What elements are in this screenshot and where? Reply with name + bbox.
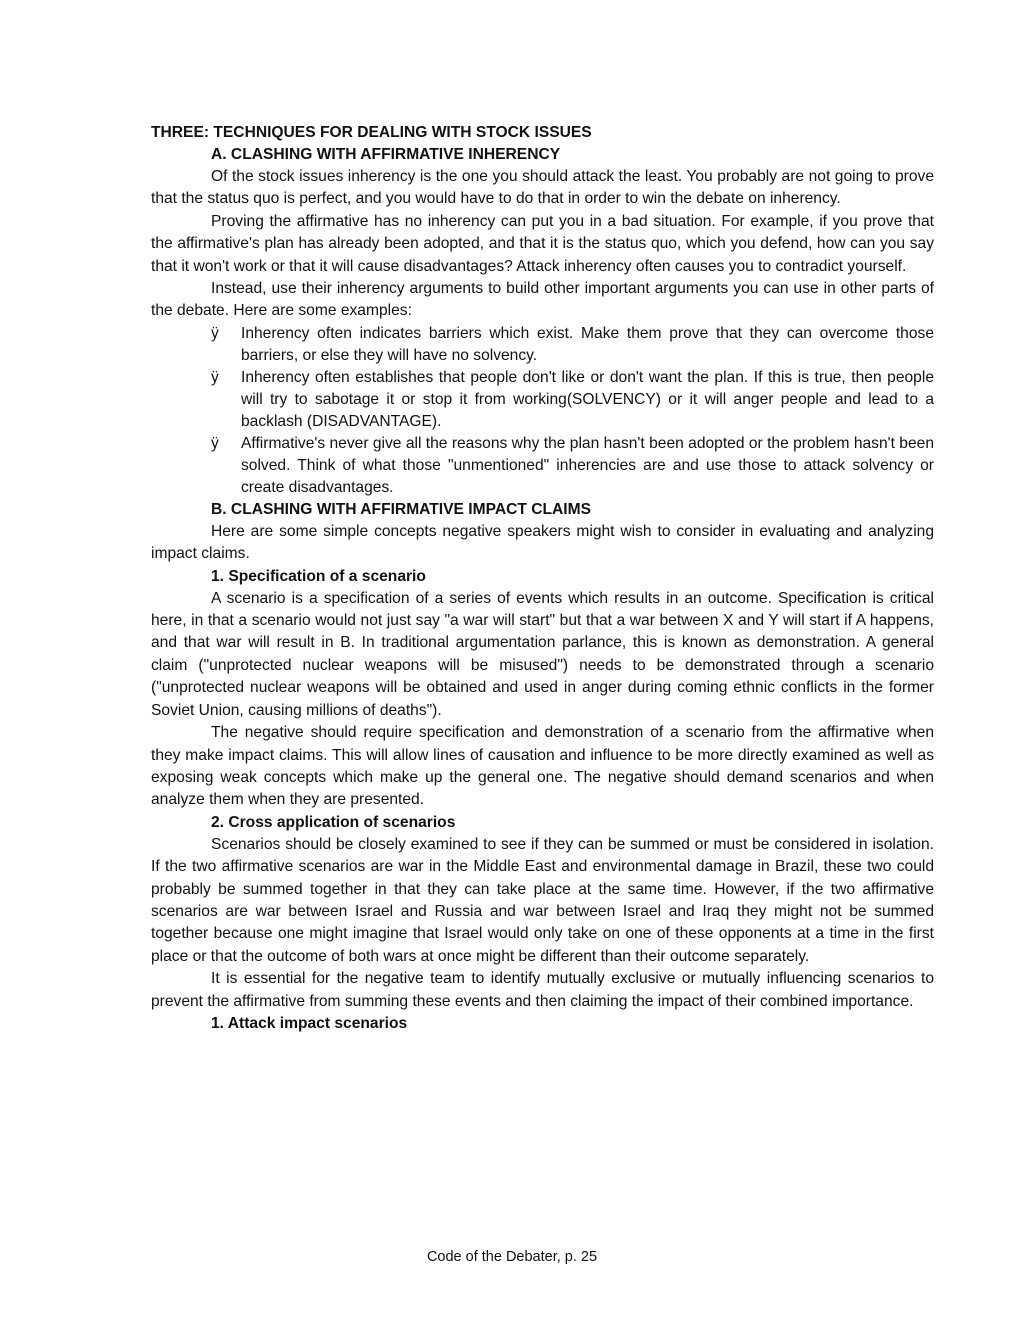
chapter-title: THREE: TECHNIQUES FOR DEALING WITH STOCK ISSUES <box>151 124 592 141</box>
subsection-2-paragraph-1: Scenarios should be closely examined to see if they can be summed or must be considered in isolation. If the two affirmative scenarios are war in the Middle East and environmental damage in Brazil, these two could probably be summed together in that they can take place at the same time. However, if the two affirmative scenarios are war between Israel and Russia and war between Israel and Iraq they might not be summed together because one might imagine that Israel would only take on one of these opponents at a time in the first place or that the outcome of both wars at once might be different than their outcome separately. <box>151 835 934 965</box>
subsection-1-heading: 1. Specification of a scenario <box>211 567 426 585</box>
subsection-2-paragraph-2: It is essential for the negative team to identify mutually exclusive or mutually influencing scenarios to prevent the affirmative from summing these events and then claiming the impact of their combined importance. <box>151 970 934 1010</box>
list-item <box>151 323 934 367</box>
section-a-heading: A. CLASHING WITH AFFIRMATIVE INHERENCY <box>211 146 561 163</box>
subsection-1-paragraph-2: The negative should require specification and demonstration of a scenario from the affirmative when they make impact claims. This will allow lines of causation and influence to be more directly examined as well as exposing weak concepts which make up the general one. The negative should demand scenarios and when analyze them when they are presented. <box>151 724 934 809</box>
bullet-glyph: ÿ <box>211 368 219 386</box>
subsection-3-heading: 1. Attack impact scenarios <box>211 1014 408 1032</box>
section-a-paragraph-3: Instead, use their inherency arguments to build other important arguments you can use in other parts of the debate. Here are some examples: <box>151 280 934 320</box>
inherency-examples-list <box>151 323 934 499</box>
bullet-glyph: ÿ <box>211 434 219 452</box>
list-item-text: Inherency often establishes that people don't like or don't want the plan. If this is true, then people will try to sabotage it or stop it from working(SOLVENCY) or it will anger people and lead to a backlash (DISADVANTAGE). <box>241 368 934 430</box>
subsection-1-paragraph-1: A scenario is a specification of a series of events which results in an outcome. Specification is critical here, in that a scenario would not just say "a war will start" but that a war between X and Y will start if A happens, and that war will result in B. In traditional argumentation parlance, this is known as demonstration. A general claim ("unprotected nuclear weapons will be misused") needs to be demonstrated through a scenario ("unprotected nuclear weapons will be obtained and used in anger during coming ethnic conflicts in the former Soviet Union, causing millions of deaths"). <box>151 589 934 719</box>
list-item-text: Affirmative's never give all the reasons why the plan hasn't been adopted or the problem hasn't been solved. Think of what those "unmentioned" inherencies are and use those to attack solvency or create disadvantages. <box>241 434 934 496</box>
section-a-paragraph-1: Of the stock issues inherency is the one you should attack the least. You probably are not going to prove that the status quo is perfect, and you would have to do that in order to win the debate on inherency. <box>151 168 934 208</box>
list-item-text: Inherency often indicates barriers which exist. Make them prove that they can overcome those barriers, or else they will have no solvency. <box>241 324 934 364</box>
section-b-paragraph-1: Here are some simple concepts negative speakers might wish to consider in evaluating and analyzing impact claims. <box>151 522 934 563</box>
bullet-glyph: ÿ <box>211 324 219 342</box>
section-a-paragraph-2: Proving the affirmative has no inherency can put you in a bad situation. For example, if you prove that the affirmative's plan has already been adopted, and that it is the status quo, which you defend, how can you say that it won't work or that it will cause disadvantages? Attack inherency often causes you to contradict yourself. <box>151 212 934 275</box>
page-footer: Code of the Debater, p. 25 <box>426 1249 598 1265</box>
list-item <box>151 433 934 499</box>
section-b-heading: B. CLASHING WITH AFFIRMATIVE IMPACT CLAIMS <box>211 500 591 518</box>
subsection-2-heading: 2. Cross application of scenarios <box>211 813 456 831</box>
list-item <box>151 367 934 433</box>
document-body <box>151 122 934 1035</box>
